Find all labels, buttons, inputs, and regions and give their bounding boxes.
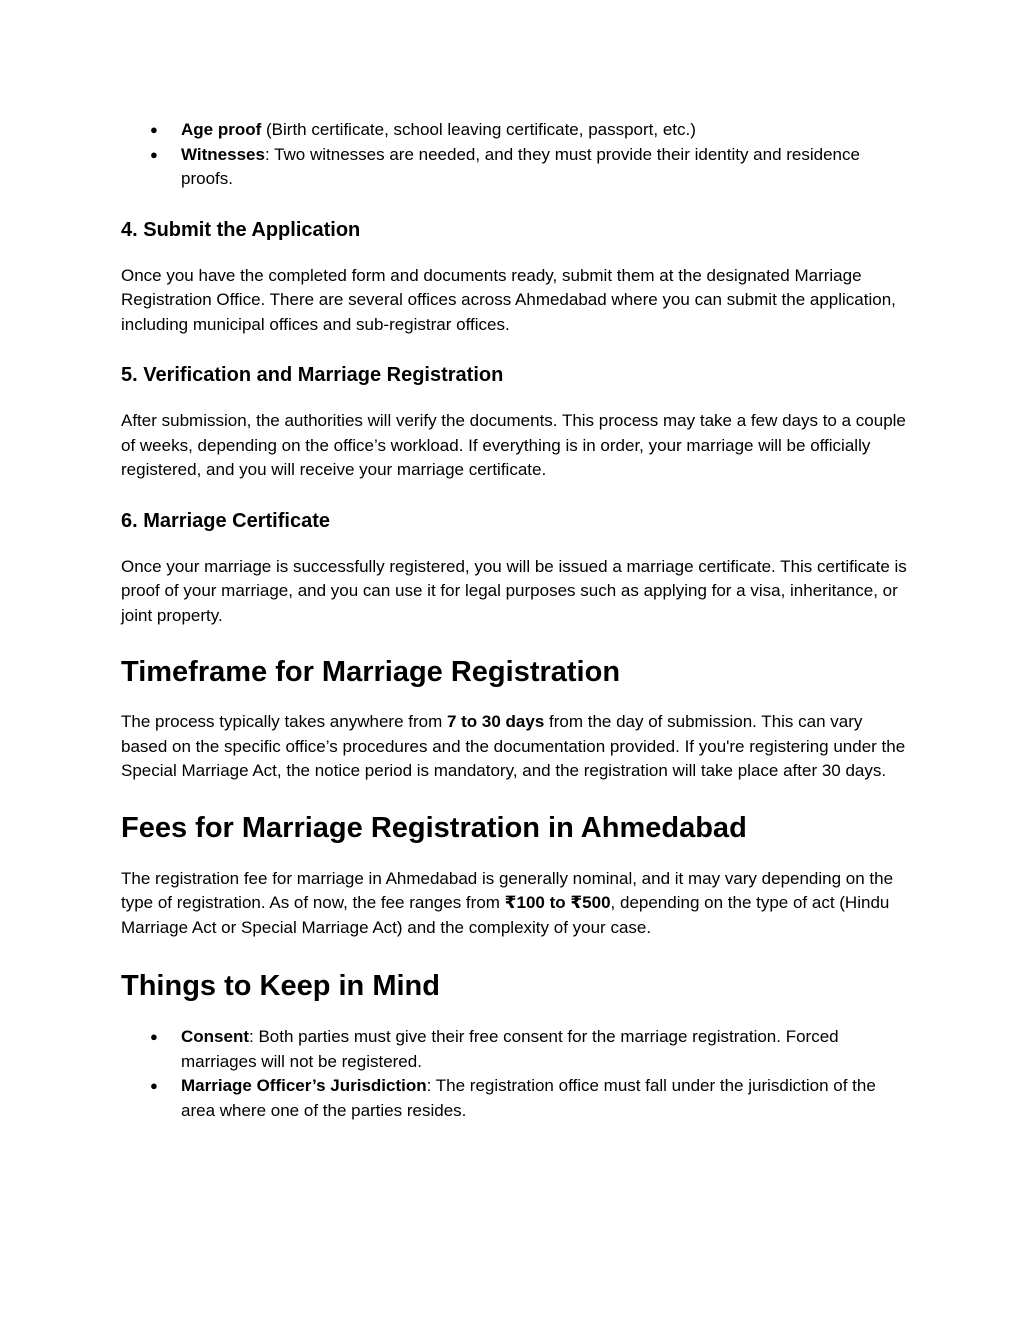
list-item-term: Witnesses: [181, 144, 265, 164]
timeframe-text-before: The process typically takes anywhere from: [121, 712, 447, 731]
timeframe-duration: 7 to 30 days: [446, 712, 545, 731]
fees-text-after: , depending on the type of act (Hindu Marriage Act or Special Marriage Act) and the complexity of your case.: [121, 893, 890, 937]
list-item: [121, 1074, 911, 1123]
step4-body: Once you have the completed form and documents ready, submit them at the designated Marriage Registration Office. There are several offices across Ahmedabad where you can submit the application, including municipal offices and sub-registrar offices.: [121, 265, 896, 334]
list-item-text: (Birth certificate, school leaving certificate, passport, etc.): [261, 120, 696, 139]
timeframe-body: [121, 710, 911, 784]
fees-range: ₹100 to ₹500: [504, 893, 611, 912]
list-item-text: : The registration office must fall under the jurisdiction of the area where one of the parties resides.: [181, 1076, 876, 1120]
fees-body: [121, 867, 911, 941]
fees-heading: Fees for Marriage Registration in Ahmedabad: [121, 811, 747, 844]
step6-body: Once your marriage is successfully registered, you will be issued a marriage certificate. This certificate is proof of your marriage, and you can use it for legal purposes such as applying for a visa, inheritance, or joint property.: [121, 556, 907, 625]
list-item-term: Consent: [181, 1027, 249, 1046]
bullet-icon: ●: [150, 122, 158, 137]
document-page: [121, 118, 911, 1123]
fees-text-before: The registration fee for marriage in Ahmedabad is generally nominal, and it may vary depending on the type of registration. As of now, the fee ranges from: [121, 868, 894, 912]
list-item: [121, 143, 911, 192]
list-item: [121, 118, 911, 143]
bullet-icon: ●: [150, 1029, 158, 1044]
list-item-text: : Two witnesses are needed, and they must provide their identity and residence proofs.: [181, 144, 860, 188]
list-item: [121, 1025, 911, 1074]
bullet-icon: ●: [150, 146, 158, 162]
list-item-term: Marriage Officer’s Jurisdiction: [181, 1076, 427, 1095]
step5-heading: 5. Verification and Marriage Registration: [121, 364, 504, 386]
timeframe-heading: Timeframe for Marriage Registration: [121, 656, 621, 688]
keep-in-mind-heading: Things to Keep in Mind: [121, 970, 440, 1002]
bullet-icon: ●: [150, 1078, 158, 1093]
keep-in-mind-list: [121, 1025, 911, 1123]
requirements-list: [121, 118, 911, 192]
step5-body: After submission, the authorities will verify the documents. This process may take a few days to a couple of weeks, depending on the office’s workload. If everything is in order, your marriage will be officially registered, and you will receive your marriage certificate.: [121, 411, 906, 479]
step6-heading: 6. Marriage Certificate: [121, 509, 330, 532]
list-item-text: : Both parties must give their free consent for the marriage registration. Forced marriages will not be registered.: [181, 1027, 839, 1071]
timeframe-text-after: from the day of submission. This can vary based on the specific office’s procedures and the documentation provided. If you're registering under the Special Marriage Act, the notice period is mandatory, and the registration will take place after 30 days.: [121, 712, 906, 780]
step4-heading: 4. Submit the Application: [121, 218, 361, 241]
list-item-term: Age proof: [181, 120, 262, 139]
